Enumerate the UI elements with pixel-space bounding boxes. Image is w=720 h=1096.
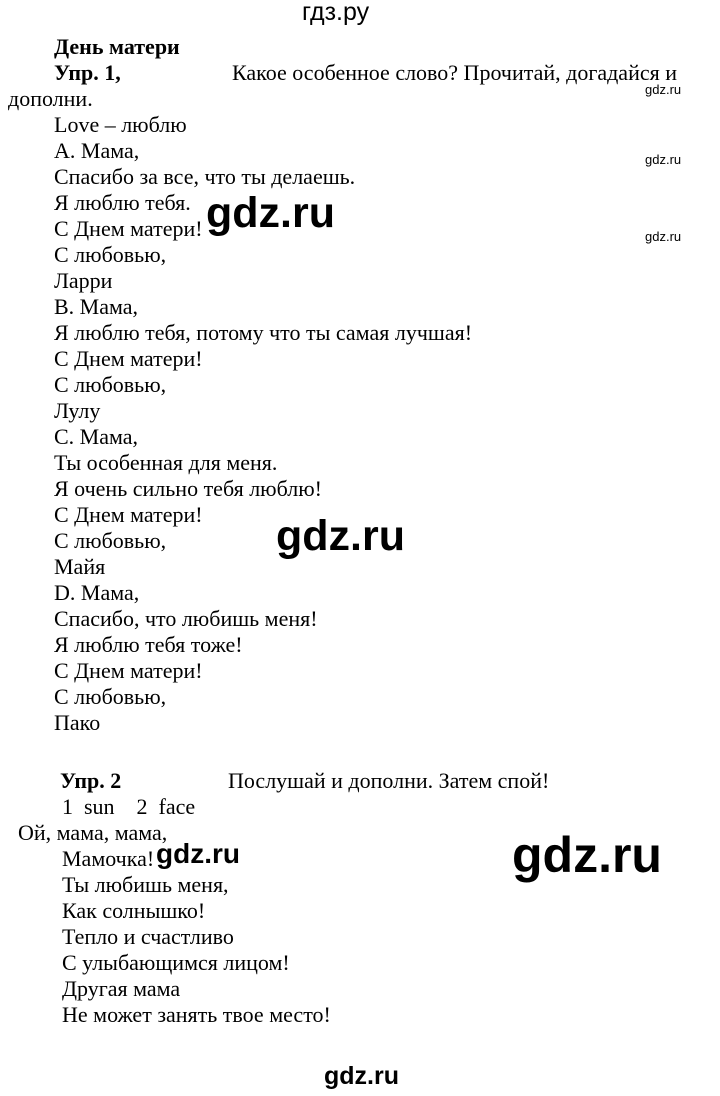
text-line: Тепло и счастливо [62,924,234,949]
text-line: Ой, мама, мама, [18,820,168,845]
exercise-1-instruction-cont: дополни. [8,86,93,111]
text-line: С. Мама, [54,424,139,449]
text-line: С любовью, [54,528,167,553]
text-line: Спасибо за все, что ты делаешь. [54,164,356,189]
header-watermark: гдз.ру [302,0,370,26]
text-line: Ларри [54,268,113,293]
text-line: Я очень сильно тебя люблю! [54,476,323,501]
text-line: Я люблю тебя, потому что ты самая лучшая! [54,320,473,345]
text-line: С любовью, [54,242,167,267]
exercise-1-label: Упр. 1, [54,60,121,85]
watermark-small-2: gdz.ru [645,152,682,167]
text-line: С Днем матери! [54,658,203,683]
text-line: Пако [54,710,101,735]
watermark-small-1: gdz.ru [645,82,682,97]
watermark-medium-3: gdz.ru [156,838,240,869]
text-line: D. Мама, [54,580,140,605]
text-line: Другая мама [62,976,181,1001]
text-line: Майя [54,554,106,579]
watermark-small-3: gdz.ru [645,229,682,244]
watermark-large-2: gdz.ru [276,512,405,560]
exercise-2-answers [62,794,195,820]
text-line: Как солнышко! [62,898,206,923]
watermark-footer: gdz.ru [324,1062,399,1090]
text-line: Я люблю тебя. [54,190,191,215]
exercise-1-instruction: Какое особенное слово? Прочитай, догадайся и [232,60,678,85]
section-title: День матери [54,34,180,59]
answers-text: 1 sun 2 face [62,794,196,819]
text-line: Ты особенная для меня. [54,450,278,475]
text-line: С любовью, [54,684,167,709]
exercise-2-label: Упр. 2 [60,768,122,793]
watermark-large-4: gdz.ru [512,827,662,883]
text-line: А. Мама, [54,138,140,163]
text-line: Мамочка! [62,846,155,871]
text-line: Не может занять твое место! [62,1002,331,1027]
text-line: Ты любишь меня, [62,872,229,897]
text-line: С Днем матери! [54,216,203,241]
text-line: В. Мама, [54,294,139,319]
watermark-large-1: gdz.ru [206,189,335,237]
text-line: Лулу [54,398,101,423]
text-line: С улыбающимся лицом! [62,950,290,975]
text-line: Спасибо, что любишь меня! [54,606,318,631]
exercise-2-instruction: Послушай и дополни. Затем спой! [228,768,550,793]
text-line: С любовью, [54,372,167,397]
text-line: С Днем матери! [54,502,203,527]
text-line: Love – люблю [54,112,187,137]
text-line: С Днем матери! [54,346,203,371]
text-line: Я люблю тебя тоже! [54,632,243,657]
